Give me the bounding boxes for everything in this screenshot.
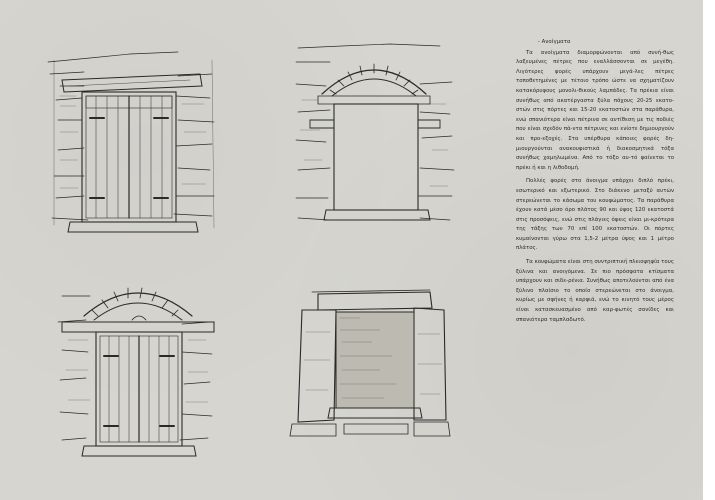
- sketch-shuttered-window: [48, 52, 214, 232]
- paragraph-1: Τα ανοίγματα διαμορφώνονται από συνή-θως λαξευμένες πέτρες που εναλλάσσονται σε μεγέθη. Λιγότερες φορές υπάρχουν μεγά-λες πέτρες τοποθετημένες με τέτοιο τρόπο ώστε να σχηματίζουν κατακόρυφους μονολι-θικούς λαμπάδες. Τα πρέκια είναι συνήθως από ακατέργαστα ξύλα πάχους 20-25 εκατο-στών στις πόρτες και 15-20 εκατοστών στα παράθυρα, ενώ σπανιότερα είναι πέτρινα σε αντίθεση με τις ποδιές που είναι σχεδόν πά-ντα πέτρινες και ενίοτε δημιουργούν και προ-εξοχές. Στα υπέρθυρα κάποιες φορές δη-μιουργούνται ανακουφιστικά ή διακοσμητικά τόξα συνήθως χαμηλωμένα. Από το τόξο αυ-τό φαίνεται το πρέκι ή και η λιθοδομή.: [516, 49, 674, 171]
- section-heading: - Ανοίγματα: [538, 39, 571, 45]
- page-edge: [703, 0, 715, 500]
- sketch-monolithic-opening: [290, 290, 450, 436]
- sketch-arched-shuttered-window: [58, 288, 214, 456]
- sketch-arched-window: [296, 44, 454, 220]
- text-column: [516, 38, 674, 329]
- paragraph-2: Πολλές φορές στο άνοιγμα υπάρχει διπλό πρέκι, εσωτερικό και εξωτερικό. Στο διάκενο μεταξύ αυτών στερεώνεται το κάσωμα του κουφώματος. Τα παράθυρα έχουν κατά μέσο όρο πλάτος 90 και ύψος 120 εκατοστά στις προσόψεις, ενώ στις πλάγιες όψεις είναι μι-κρότερα της τάξης των 70 επί 100 εκατοστών. Οι πόρτες κυμαίνονται γύρω στα 1,5-2 μέτρα ύψος και 1 μέτρο πλάτος.: [516, 178, 674, 252]
- paragraph-3: Τα κουφώματα είναι στη συντριπτική πλειοψηφία τους ξύλινα και ανοιγόμενα. Σε πιο πρόσφατα κτίσματα υπάρχουν και σιδε-ρένια. Συνήθως αποτελούνται από ένα ξύλινο πλαίσιο το οποίο στερεώνεται στο άνοιγμα, κυρίως με σφήνες ή καρφιά, ενώ το κινητό τους μέρος είναι κατασκευασμένο από καρ-φωτές σανίδες και σπανιότερα ταμπλαδωτό.: [516, 259, 674, 323]
